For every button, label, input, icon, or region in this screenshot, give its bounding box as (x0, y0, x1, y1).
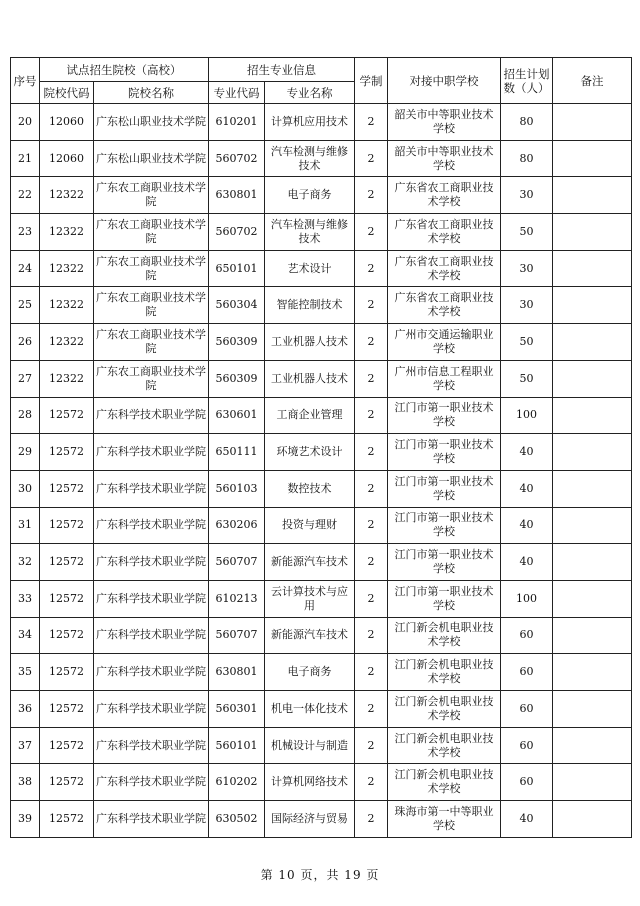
table-row (11, 177, 632, 214)
cell-major-code: 560702 (209, 140, 265, 177)
page-footer: 第 10 页，共 19 页 (260, 868, 380, 882)
cell-partner: 江门市第一职业技术学校 (388, 507, 501, 544)
cell-code: 12322 (40, 177, 94, 214)
cell-partner: 广州市交通运输职业学校 (388, 324, 501, 361)
cell-major-name: 汽车检测与维修技术 (265, 140, 355, 177)
cell-major-code: 650101 (209, 250, 265, 287)
cell-plan: 100 (501, 397, 553, 434)
cell-code: 12322 (40, 250, 94, 287)
cell-seq: 38 (11, 764, 40, 801)
header-code: 院校代码 (40, 82, 94, 104)
header-name: 院校名称 (94, 82, 209, 104)
cell-plan: 50 (501, 324, 553, 361)
header-partner: 对接中职学校 (388, 58, 501, 104)
cell-plan: 40 (501, 544, 553, 581)
cell-name: 广东农工商职业技术学院 (94, 360, 209, 397)
table-row (11, 727, 632, 764)
cell-name: 广东农工商职业技术学院 (94, 324, 209, 361)
cell-partner: 江门新会机电职业技术学校 (388, 617, 501, 654)
cell-remark (553, 434, 632, 471)
header-seq: 序号 (11, 58, 40, 104)
cell-duration: 2 (355, 140, 388, 177)
header-plan: 招生计划数（人） (501, 58, 553, 104)
cell-remark (553, 727, 632, 764)
table-row (11, 580, 632, 617)
cell-duration: 2 (355, 691, 388, 728)
cell-major-name: 新能源汽车技术 (265, 544, 355, 581)
cell-duration: 2 (355, 507, 388, 544)
cell-name: 广东科学技术职业学院 (94, 727, 209, 764)
cell-partner: 广东省农工商职业技术学校 (388, 214, 501, 251)
cell-partner: 广东省农工商职业技术学校 (388, 250, 501, 287)
cell-remark (553, 214, 632, 251)
cell-name: 广东科学技术职业学院 (94, 470, 209, 507)
cell-major-name: 投资与理财 (265, 507, 355, 544)
cell-major-code: 630601 (209, 397, 265, 434)
cell-code: 12572 (40, 617, 94, 654)
cell-major-code: 560103 (209, 470, 265, 507)
cell-major-name: 新能源汽车技术 (265, 617, 355, 654)
cell-code: 12060 (40, 140, 94, 177)
cell-code: 12322 (40, 360, 94, 397)
cell-remark (553, 691, 632, 728)
cell-remark (553, 177, 632, 214)
cell-major-name: 智能控制技术 (265, 287, 355, 324)
cell-partner: 江门市第一职业技术学校 (388, 580, 501, 617)
cell-plan: 60 (501, 727, 553, 764)
cell-major-code: 560309 (209, 360, 265, 397)
cell-plan: 60 (501, 691, 553, 728)
cell-remark (553, 360, 632, 397)
cell-code: 12572 (40, 801, 94, 838)
cell-name: 广东农工商职业技术学院 (94, 250, 209, 287)
cell-seq: 27 (11, 360, 40, 397)
cell-major-code: 630502 (209, 801, 265, 838)
cell-partner: 江门市第一职业技术学校 (388, 434, 501, 471)
table-row (11, 507, 632, 544)
cell-seq: 37 (11, 727, 40, 764)
cell-seq: 26 (11, 324, 40, 361)
cell-duration: 2 (355, 324, 388, 361)
table-row (11, 324, 632, 361)
cell-seq: 36 (11, 691, 40, 728)
cell-duration: 2 (355, 470, 388, 507)
cell-name: 广东科学技术职业学院 (94, 801, 209, 838)
cell-duration: 2 (355, 360, 388, 397)
cell-major-code: 560707 (209, 544, 265, 581)
cell-seq: 34 (11, 617, 40, 654)
cell-name: 广东科学技术职业学院 (94, 544, 209, 581)
cell-plan: 60 (501, 764, 553, 801)
cell-major-name: 数控技术 (265, 470, 355, 507)
cell-duration: 2 (355, 801, 388, 838)
cell-major-name: 计算机网络技术 (265, 764, 355, 801)
table-row (11, 470, 632, 507)
cell-major-code: 560301 (209, 691, 265, 728)
cell-partner: 广州市信息工程职业学校 (388, 360, 501, 397)
cell-plan: 50 (501, 214, 553, 251)
cell-remark (553, 324, 632, 361)
cell-name: 广东农工商职业技术学院 (94, 214, 209, 251)
cell-major-name: 国际经济与贸易 (265, 801, 355, 838)
cell-major-code: 610201 (209, 104, 265, 141)
cell-partner: 江门市第一职业技术学校 (388, 544, 501, 581)
cell-seq: 23 (11, 214, 40, 251)
cell-remark (553, 250, 632, 287)
cell-code: 12572 (40, 691, 94, 728)
cell-remark (553, 104, 632, 141)
cell-major-code: 610213 (209, 580, 265, 617)
header-duration: 学制 (355, 58, 388, 104)
cell-remark (553, 617, 632, 654)
cell-code: 12572 (40, 764, 94, 801)
cell-partner: 江门新会机电职业技术学校 (388, 764, 501, 801)
cell-major-name: 工商企业管理 (265, 397, 355, 434)
cell-duration: 2 (355, 104, 388, 141)
header-major-group: 招生专业信息 (209, 58, 355, 82)
cell-duration: 2 (355, 580, 388, 617)
header-major-name: 专业名称 (265, 82, 355, 104)
table-row (11, 140, 632, 177)
cell-name: 广东科学技术职业学院 (94, 691, 209, 728)
header-row-1 (11, 58, 632, 82)
cell-duration: 2 (355, 397, 388, 434)
cell-plan: 60 (501, 654, 553, 691)
cell-remark (553, 544, 632, 581)
cell-code: 12322 (40, 287, 94, 324)
cell-major-name: 电子商务 (265, 177, 355, 214)
cell-major-code: 560309 (209, 324, 265, 361)
cell-major-name: 汽车检测与维修技术 (265, 214, 355, 251)
cell-major-code: 610202 (209, 764, 265, 801)
cell-name: 广东科学技术职业学院 (94, 507, 209, 544)
cell-seq: 21 (11, 140, 40, 177)
cell-name: 广东松山职业技术学院 (94, 140, 209, 177)
cell-name: 广东松山职业技术学院 (94, 104, 209, 141)
cell-partner: 江门新会机电职业技术学校 (388, 691, 501, 728)
cell-major-name: 云计算技术与应用 (265, 580, 355, 617)
cell-plan: 40 (501, 507, 553, 544)
cell-code: 12572 (40, 544, 94, 581)
cell-seq: 25 (11, 287, 40, 324)
cell-plan: 80 (501, 140, 553, 177)
cell-plan: 40 (501, 434, 553, 471)
cell-plan: 80 (501, 104, 553, 141)
cell-plan: 30 (501, 287, 553, 324)
cell-partner: 珠海市第一中等职业学校 (388, 801, 501, 838)
cell-code: 12572 (40, 434, 94, 471)
cell-major-name: 工业机器人技术 (265, 324, 355, 361)
cell-duration: 2 (355, 250, 388, 287)
cell-seq: 33 (11, 580, 40, 617)
cell-name: 广东农工商职业技术学院 (94, 177, 209, 214)
cell-seq: 39 (11, 801, 40, 838)
cell-name: 广东科学技术职业学院 (94, 764, 209, 801)
cell-plan: 30 (501, 250, 553, 287)
header-remark: 备注 (553, 58, 632, 104)
cell-plan: 60 (501, 617, 553, 654)
cell-code: 12572 (40, 654, 94, 691)
cell-duration: 2 (355, 177, 388, 214)
cell-duration: 2 (355, 727, 388, 764)
cell-seq: 24 (11, 250, 40, 287)
cell-major-code: 630206 (209, 507, 265, 544)
cell-remark (553, 801, 632, 838)
cell-seq: 20 (11, 104, 40, 141)
cell-seq: 22 (11, 177, 40, 214)
cell-duration: 2 (355, 434, 388, 471)
cell-major-name: 工业机器人技术 (265, 360, 355, 397)
cell-remark (553, 470, 632, 507)
cell-duration: 2 (355, 544, 388, 581)
cell-major-code: 630801 (209, 654, 265, 691)
cell-code: 12060 (40, 104, 94, 141)
cell-partner: 韶关市中等职业技术学校 (388, 140, 501, 177)
cell-major-code: 560707 (209, 617, 265, 654)
cell-seq: 30 (11, 470, 40, 507)
cell-major-code: 560702 (209, 214, 265, 251)
table-row (11, 287, 632, 324)
cell-remark (553, 654, 632, 691)
table-row (11, 397, 632, 434)
cell-major-name: 计算机应用技术 (265, 104, 355, 141)
cell-name: 广东科学技术职业学院 (94, 654, 209, 691)
table-row (11, 654, 632, 691)
cell-seq: 29 (11, 434, 40, 471)
cell-plan: 50 (501, 360, 553, 397)
cell-major-name: 艺术设计 (265, 250, 355, 287)
cell-code: 12572 (40, 507, 94, 544)
cell-major-name: 机电一体化技术 (265, 691, 355, 728)
cell-remark (553, 580, 632, 617)
table-row (11, 214, 632, 251)
cell-major-name: 电子商务 (265, 654, 355, 691)
cell-remark (553, 507, 632, 544)
cell-seq: 32 (11, 544, 40, 581)
cell-name: 广东农工商职业技术学院 (94, 287, 209, 324)
table-row (11, 250, 632, 287)
cell-code: 12322 (40, 214, 94, 251)
cell-major-code: 650111 (209, 434, 265, 471)
cell-duration: 2 (355, 654, 388, 691)
cell-name: 广东科学技术职业学院 (94, 580, 209, 617)
table-row (11, 544, 632, 581)
cell-remark (553, 397, 632, 434)
header-pilot-group: 试点招生院校（高校） (40, 58, 209, 82)
cell-partner: 广东省农工商职业技术学校 (388, 177, 501, 214)
cell-plan: 40 (501, 470, 553, 507)
cell-duration: 2 (355, 287, 388, 324)
cell-major-name: 机械设计与制造 (265, 727, 355, 764)
cell-code: 12572 (40, 397, 94, 434)
table-row (11, 360, 632, 397)
cell-seq: 28 (11, 397, 40, 434)
cell-code: 12322 (40, 324, 94, 361)
table-row (11, 104, 632, 141)
table-row (11, 434, 632, 471)
cell-partner: 江门市第一职业技术学校 (388, 397, 501, 434)
cell-remark (553, 140, 632, 177)
cell-name: 广东科学技术职业学院 (94, 397, 209, 434)
cell-partner: 广东省农工商职业技术学校 (388, 287, 501, 324)
enrollment-table (10, 57, 632, 838)
cell-code: 12572 (40, 580, 94, 617)
table-row (11, 617, 632, 654)
cell-remark (553, 764, 632, 801)
cell-remark (553, 287, 632, 324)
table-row (11, 801, 632, 838)
table-row (11, 764, 632, 801)
cell-duration: 2 (355, 764, 388, 801)
cell-code: 12572 (40, 727, 94, 764)
cell-duration: 2 (355, 617, 388, 654)
cell-code: 12572 (40, 470, 94, 507)
cell-partner: 江门新会机电职业技术学校 (388, 654, 501, 691)
cell-seq: 35 (11, 654, 40, 691)
cell-major-name: 环境艺术设计 (265, 434, 355, 471)
cell-seq: 31 (11, 507, 40, 544)
cell-major-code: 560101 (209, 727, 265, 764)
cell-partner: 江门新会机电职业技术学校 (388, 727, 501, 764)
cell-partner: 韶关市中等职业技术学校 (388, 104, 501, 141)
cell-partner: 江门市第一职业技术学校 (388, 470, 501, 507)
cell-plan: 30 (501, 177, 553, 214)
header-major-code: 专业代码 (209, 82, 265, 104)
cell-name: 广东科学技术职业学院 (94, 434, 209, 471)
cell-major-code: 560304 (209, 287, 265, 324)
cell-duration: 2 (355, 214, 388, 251)
cell-plan: 100 (501, 580, 553, 617)
cell-major-code: 630801 (209, 177, 265, 214)
table-body (11, 104, 632, 838)
cell-name: 广东科学技术职业学院 (94, 617, 209, 654)
cell-plan: 40 (501, 801, 553, 838)
table-row (11, 691, 632, 728)
